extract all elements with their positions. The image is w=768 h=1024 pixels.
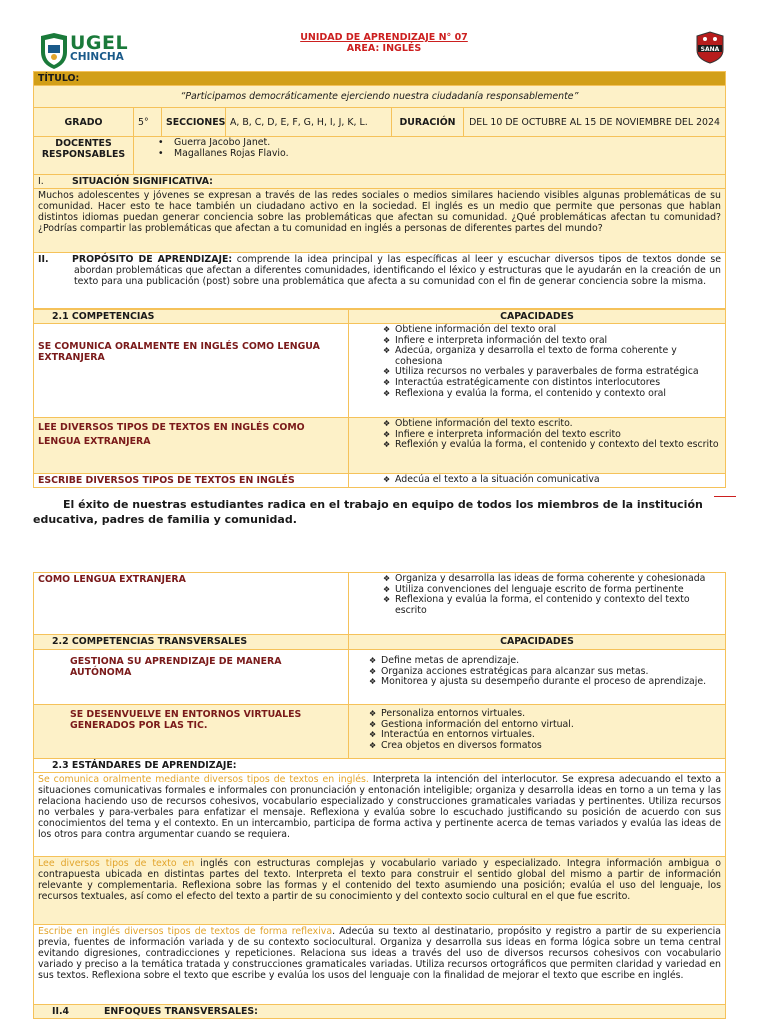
competencia-escribe-cont: COMO LENGUA EXTRANJERA [34, 573, 349, 635]
enfoques-label: ENFOQUES TRANSVERSALES: [104, 1006, 258, 1017]
crest-icon [693, 30, 727, 64]
transversales-header: 2.2 COMPETENCIAS TRANSVERSALES [34, 635, 349, 650]
estandares-label: 2.3 ESTÁNDARES DE APRENDIZAJE: [34, 759, 726, 773]
proposito-text: comprende la idea principal y las específicas al leer y escuchar diversos tipos de textos donde se abordan problemáticas que afectan a diferentes comunidades, identificando el léxico y estructuras que le ayudarán en la creación de un texto para una publicación (post) sobre una problemática que afecta a su comunidad con el fin de generar conciencia sobre la misma. [74, 254, 722, 287]
info-table [33, 71, 726, 309]
school-crest [693, 30, 727, 64]
proposito-label: PROPÓSITO DE APRENDIZAJE: [72, 254, 233, 265]
titulo-label: TÍTULO: [34, 72, 726, 86]
situacion-text: Muchos adolescentes y jóvenes se expresan a través de las redes sociales o medios similares haciendo visibles algunas problemáticas de su comunidad. Hacer esto te hace también un ciudadano activo en la sociedad. El inglés es un medio que permite que personas que hablan distintos idiomas puedan generar conciencia sobre las problemáticas que afectan su comunidad. ¿Qué problemáticas afectan tu comunidad? ¿Podrías compartir las problemáticas que afectan a tu comunidad en inglés a personas de diferentes partes del mundo? [34, 189, 726, 253]
docentes-label: DOCENTES RESPONSABLES [34, 137, 134, 175]
estandar-text: . Adecúa su texto al destinatario, propósito y registro a partir de su experiencia previa, fuentes de información variada y de su contexto sociocultural. Organiza y desarrolla sus ideas en forma lógica sobre un tema central evitando digresiones, contradicciones y repeticiones. Relaciona sus ideas a través del uso de diversos recursos cohesivos con vocabulario variado y preciso a la temática tratada y construcciones gramaticales variadas. Utiliza recursos ortográficos que permiten claridad y variedad en sus textos. Reflexiona sobre el texto que escribe y evalúa los usos del lenguaje con la finalidad de mejorar el texto que escribe en inglés. [38, 926, 721, 981]
docente-item: • Magallanes Rojas Flavio. [158, 149, 721, 160]
capacidad-item: ❖ Reflexiona y evalúa la forma, el contenido y contexto oral [383, 389, 721, 400]
docentes-list [138, 138, 721, 159]
titulo-value: “Participamos democráticamente ejerciendo nuestra ciudadanía responsablemente” [34, 86, 726, 108]
estandar-oral [34, 773, 726, 857]
capacidad-item: ❖ Crea objetos en diversos formatos [369, 741, 721, 752]
capacidades-oral [349, 324, 726, 418]
competencias-header: 2.1 COMPETENCIAS [34, 310, 349, 324]
grado-value: 5° [134, 108, 162, 137]
capacidad-item: ❖ Utiliza recursos no verbales y paraverbales de forma estratégica [383, 367, 721, 378]
estandar-escribe [34, 925, 726, 1005]
capacidad-item: ❖ Infiere e interpreta información del texto oral [383, 336, 721, 347]
competencia-escribe: ESCRIBE DIVERSOS TIPOS DE TEXTOS EN INGLÉS [34, 474, 349, 488]
ugel-logo-text: UGEL [70, 32, 129, 54]
capacidad-item: ❖ Monitorea y ajusta su desempeño durante el proceso de aprendizaje. [369, 677, 721, 688]
enfoques-num: II.4 [52, 1006, 70, 1017]
unidad-title: UNIDAD DE APRENDIZAJE N° 07 [300, 32, 468, 43]
capacidad-item: ❖ Organiza y desarrolla las ideas de forma coherente y cohesionada [383, 574, 721, 585]
transversales-capacidades-header: CAPACIDADES [349, 635, 726, 650]
capacidad-item: ❖ Personaliza entornos virtuales. [369, 709, 721, 720]
competencias-table [33, 309, 726, 488]
capacidad-item: ❖ Interactúa en entornos virtuales. [369, 730, 721, 741]
capacidad-item: ❖ Define metas de aprendizaje. [369, 656, 721, 667]
capacidades-escribe [349, 474, 726, 488]
capacidad-item: ❖ Organiza acciones estratégicas para alcanzar sus metas. [369, 667, 721, 678]
duracion-label: DURACIÓN [392, 108, 464, 137]
capacidades-autonoma [349, 650, 726, 705]
capacidad-item: ❖ Adecúa, organiza y desarrolla el texto de forma coherente y cohesiona [383, 346, 721, 367]
footer-message-text: El éxito de nuestras estudiantes radica en el trabajo en equipo de todos los miembros de la institución educativa, padres de familia y comunidad. [33, 498, 703, 526]
estandar-lead: Lee diversos tipos de texto en [38, 858, 195, 869]
transversal-autonoma: GESTIONA SU APRENDIZAJE DE MANERA AUTÓNOMA [34, 650, 349, 705]
capacidad-item: ❖ Reflexiona y evalúa la forma, el contenido y contexto del texto escrito [383, 595, 721, 616]
situacion-label: SITUACIÓN SIGNIFICATIVA: [72, 176, 213, 187]
capacidades-lee [349, 418, 726, 474]
continuation-table [33, 572, 726, 1019]
capacidad-item: ❖ Infiere e interpreta información del texto escrito [383, 430, 721, 441]
duracion-value: DEL 10 DE OCTUBRE AL 15 DE NOVIEMBRE DEL 2024 [464, 108, 726, 137]
ugel-logo-subtext: CHINCHA [70, 51, 124, 63]
grado-label: GRADO [34, 108, 134, 137]
footer-message [33, 497, 725, 527]
enfoques-heading [34, 1005, 726, 1019]
transversal-tic: SE DESENVUELVE EN ENTORNOS VIRTUALES GENERADOS POR LAS TIC. [34, 705, 349, 759]
estandar-lead: Escribe en inglés diversos tipos de textos de forma reflexiva [38, 926, 333, 937]
estandar-lead: Se comunica oralmente mediante diversos tipos de textos en inglés. [38, 774, 369, 785]
capacidades-tic [349, 705, 726, 759]
proposito-cell [34, 253, 726, 309]
capacidades-header: CAPACIDADES [349, 310, 726, 324]
capacidad-item: ❖ Obtiene información del texto oral [383, 325, 721, 336]
proposito-num: II. [38, 254, 49, 265]
secciones-label: SECCIONES [162, 108, 226, 137]
capacidades-escribe-cont [349, 573, 726, 635]
estandar-text: Interpreta la intención del interlocutor. Se expresa adecuando el texto a situaciones comunicativas formales e informales con pronunciación y entonación inteligible; organiza y desarrolla ideas en torno a un tema y las relaciona haciendo uso de recursos cohesivos, vocabulario especializado y construcciones gramaticales variadas y pertinentes. Utiliza recursos no verbales y para-verbales para enfatizar el mensaje. Reflexiona y evalúa sobre lo escuchado justificando su posición de acuerdo con sus conocimientos del tema y el contexto. En un intercambio, participa de forma activa y pertinente acerca de temas variados y evalúa las ideas de los otros para contra argumentar cuando se requiera. [38, 774, 721, 840]
competencia-lee: LEE DIVERSOS TIPOS DE TEXTOS EN INGLÉS COMO LENGUA EXTRANJERA [34, 418, 349, 474]
situacion-heading [34, 175, 726, 189]
docente-item: • Guerra Jacobo Janet. [158, 138, 721, 149]
capacidad-item: ❖ Reflexión y evalúa la forma, el contenido y contexto del texto escrito [383, 440, 721, 451]
estandar-text: inglés con estructuras complejas y vocabulario variado y especializado. Integra información ambigua o contrapuesta ubicada en distintas partes del texto. Interpreta el texto para construir el sentido global del mismo a partir de información relevante y complementaria. Reflexiona sobre las formas y el contenido del texto asumiendo una posición; evalúa el uso del lenguaje, los recursos textuales, así como el efecto del texto a partir de su conocimiento y del contexto socio cultural en el que fue escrito. [38, 858, 721, 902]
capacidad-item: ❖ Utiliza convenciones del lenguaje escrito de forma pertinente [383, 585, 721, 596]
capacidad-item: ❖ Obtiene información del texto escrito. [383, 419, 721, 430]
competencia-oral: SE COMUNICA ORALMENTE EN INGLÉS COMO LENGUA EXTRANJERA [34, 324, 349, 418]
capacidad-item: ❖ Adecúa el texto a la situación comunicativa [383, 475, 721, 486]
crest-text: SANA [700, 46, 720, 53]
docentes-list-cell [134, 137, 726, 175]
capacidad-item: ❖ Gestiona información del entorno virtual. [369, 720, 721, 731]
situacion-num: I. [38, 176, 44, 187]
capacidad-item: ❖ Interactúa estratégicamente con distintos interlocutores [383, 378, 721, 389]
area-title: AREA: INGLÉS [346, 43, 422, 54]
estandar-lee [34, 857, 726, 925]
secciones-value: A, B, C, D, E, F, G, H, I, J, K, L. [226, 108, 392, 137]
